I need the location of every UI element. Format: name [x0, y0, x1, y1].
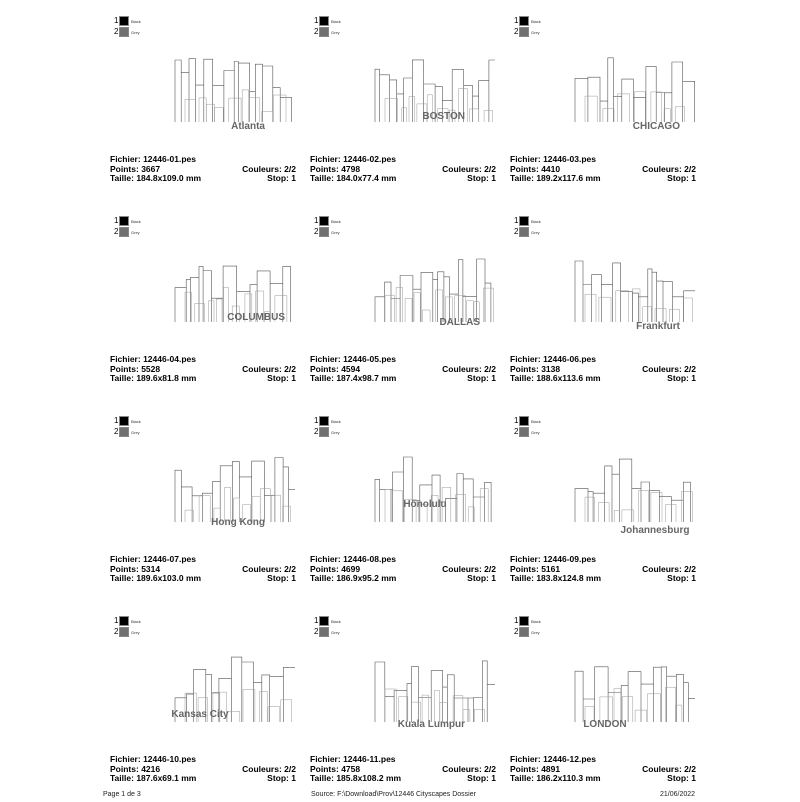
points-count: Points: 5314	[110, 563, 161, 574]
design-cell-1	[110, 12, 296, 202]
print-date: 21/06/2022	[660, 791, 696, 798]
city-label: Atlanta	[231, 121, 265, 132]
legend-number: 2	[114, 227, 119, 236]
legend-item-black	[114, 16, 141, 26]
legend-item-grey	[114, 227, 141, 237]
legend-item-grey	[514, 227, 541, 237]
skyline-preview	[170, 47, 295, 137]
skyline-drawing	[570, 447, 695, 537]
legend-number: 1	[314, 616, 319, 625]
color-swatch-black	[519, 216, 529, 226]
color-swatch-grey	[119, 227, 129, 237]
color-swatch-black	[119, 216, 129, 226]
legend-number: 1	[114, 16, 119, 25]
legend-item-black	[314, 216, 341, 226]
legend-number: 2	[314, 227, 319, 236]
source-path: Source: F:\Download\Prov\12446 Cityscapes Dossier	[311, 791, 476, 798]
design-size: Taille: 184.0x77.4 mm	[310, 173, 397, 183]
colors-count: Couleurs: 2/2	[642, 363, 696, 374]
color-swatch-black	[119, 416, 129, 426]
color-swatch-grey	[319, 227, 329, 237]
color-legend	[114, 616, 141, 638]
points-count: Points: 4594	[310, 363, 361, 374]
color-swatch-grey	[119, 627, 129, 637]
legend-item-grey	[114, 627, 141, 637]
color-swatch-grey	[119, 427, 129, 437]
color-swatch-grey	[319, 627, 329, 637]
stop-count: Stop: 1	[467, 373, 496, 383]
legend-number: 1	[314, 16, 319, 25]
points-count: Points: 4216	[110, 763, 161, 774]
design-size: Taille: 186.9x95.2 mm	[310, 573, 397, 583]
color-swatch-grey	[119, 27, 129, 37]
legend-color-name: Grey	[331, 629, 340, 635]
color-legend	[514, 616, 541, 638]
legend-number: 1	[114, 416, 119, 425]
colors-count: Couleurs: 2/2	[642, 763, 696, 774]
skyline-preview	[370, 447, 495, 537]
file-name: Fichier: 12446-03.pes	[510, 154, 597, 164]
skyline-drawing	[170, 47, 295, 137]
file-name: Fichier: 12446-12.pes	[510, 754, 597, 764]
skyline-drawing	[170, 647, 295, 737]
file-name: Fichier: 12446-09.pes	[510, 554, 597, 564]
points-count: Points: 3667	[110, 163, 161, 174]
city-label: Kuala Lumpur	[397, 719, 465, 730]
color-legend	[314, 416, 341, 438]
points-count: Points: 4798	[310, 163, 361, 174]
legend-color-name: Black	[531, 218, 541, 224]
legend-color-name: Grey	[531, 429, 540, 435]
colors-count: Couleurs: 2/2	[642, 563, 696, 574]
colors-count: Couleurs: 2/2	[442, 363, 496, 374]
legend-item-black	[314, 616, 341, 626]
city-label: BOSTON	[422, 111, 465, 122]
legend-number: 1	[114, 616, 119, 625]
city-label: LONDON	[583, 719, 627, 730]
skyline-preview	[570, 247, 695, 337]
legend-color-name: Black	[531, 418, 541, 424]
file-name: Fichier: 12446-07.pes	[110, 554, 197, 564]
stop-count: Stop: 1	[667, 173, 696, 183]
design-info	[510, 355, 696, 384]
legend-color-name: Grey	[131, 29, 140, 35]
city-label: DALLAS	[439, 317, 480, 328]
design-size: Taille: 185.8x108.2 mm	[310, 773, 402, 783]
legend-number: 1	[514, 616, 519, 625]
legend-item-black	[514, 216, 541, 226]
design-info	[310, 355, 496, 384]
legend-color-name: Grey	[131, 429, 140, 435]
legend-number: 2	[114, 627, 119, 636]
skyline-preview	[370, 47, 495, 137]
city-label: Johannesburg	[620, 525, 690, 536]
color-swatch-grey	[519, 427, 529, 437]
legend-item-grey	[514, 427, 541, 437]
skyline-preview	[170, 247, 295, 337]
color-legend	[114, 216, 141, 238]
skyline-preview	[370, 247, 495, 337]
legend-color-name: Grey	[131, 629, 140, 635]
design-info	[510, 155, 696, 184]
file-name: Fichier: 12446-06.pes	[510, 354, 597, 364]
color-swatch-black	[319, 416, 329, 426]
design-cell-5	[310, 212, 496, 402]
design-size: Taille: 187.6x69.1 mm	[110, 773, 197, 783]
color-legend	[114, 416, 141, 438]
page-number: Page 1 de 3	[103, 791, 141, 798]
legend-item-black	[514, 16, 541, 26]
stop-count: Stop: 1	[467, 573, 496, 583]
design-size: Taille: 183.8x124.8 mm	[510, 573, 602, 583]
legend-item-grey	[314, 227, 341, 237]
design-cell-12	[510, 612, 696, 802]
legend-color-name: Black	[131, 618, 141, 624]
color-swatch-grey	[319, 427, 329, 437]
legend-color-name: Grey	[131, 229, 140, 235]
design-cell-11	[310, 612, 496, 802]
design-info	[310, 155, 496, 184]
design-info	[310, 555, 496, 584]
skyline-drawing	[370, 447, 495, 537]
colors-count: Couleurs: 2/2	[242, 163, 296, 174]
skyline-drawing	[570, 47, 695, 137]
color-swatch-black	[519, 616, 529, 626]
legend-number: 2	[514, 427, 519, 436]
skyline-drawing	[370, 647, 495, 737]
color-legend	[314, 616, 341, 638]
color-legend	[514, 216, 541, 238]
skyline-drawing	[170, 447, 295, 537]
legend-number: 1	[314, 416, 319, 425]
design-info	[110, 155, 296, 184]
legend-color-name: Black	[131, 218, 141, 224]
legend-color-name: Black	[131, 418, 141, 424]
legend-item-grey	[314, 427, 341, 437]
color-swatch-black	[119, 16, 129, 26]
file-name: Fichier: 12446-04.pes	[110, 354, 197, 364]
legend-color-name: Black	[531, 618, 541, 624]
design-info	[510, 555, 696, 584]
design-cell-8	[310, 412, 496, 602]
stop-count: Stop: 1	[267, 373, 296, 383]
skyline-drawing	[370, 247, 495, 337]
legend-number: 2	[114, 427, 119, 436]
city-label: Frankfurt	[636, 321, 680, 332]
legend-number: 2	[314, 27, 319, 36]
legend-number: 2	[514, 27, 519, 36]
design-info	[110, 755, 296, 784]
design-cell-9	[510, 412, 696, 602]
color-swatch-grey	[519, 627, 529, 637]
design-info	[110, 555, 296, 584]
colors-count: Couleurs: 2/2	[242, 763, 296, 774]
design-cell-3	[510, 12, 696, 202]
legend-color-name: Grey	[331, 429, 340, 435]
color-swatch-grey	[519, 27, 529, 37]
file-name: Fichier: 12446-05.pes	[310, 354, 397, 364]
legend-color-name: Black	[331, 618, 341, 624]
legend-color-name: Black	[331, 218, 341, 224]
skyline-drawing	[170, 247, 295, 337]
legend-number: 2	[314, 627, 319, 636]
city-label: COLUMBUS	[227, 312, 285, 323]
legend-color-name: Grey	[531, 229, 540, 235]
file-name: Fichier: 12446-08.pes	[310, 554, 397, 564]
points-count: Points: 4410	[510, 163, 561, 174]
design-size: Taille: 186.2x110.3 mm	[510, 773, 601, 783]
skyline-preview	[570, 647, 695, 737]
colors-count: Couleurs: 2/2	[442, 163, 496, 174]
color-swatch-black	[519, 16, 529, 26]
legend-item-black	[114, 416, 141, 426]
skyline-drawing	[570, 247, 695, 337]
stop-count: Stop: 1	[267, 173, 296, 183]
legend-item-grey	[114, 427, 141, 437]
stop-count: Stop: 1	[667, 773, 696, 783]
design-cell-10	[110, 612, 296, 802]
design-size: Taille: 189.2x117.6 mm	[510, 173, 601, 183]
points-count: Points: 5161	[510, 563, 561, 574]
skyline-drawing	[570, 647, 695, 737]
legend-color-name: Black	[531, 18, 541, 24]
legend-color-name: Black	[331, 418, 341, 424]
points-count: Points: 3138	[510, 363, 561, 374]
legend-number: 2	[314, 427, 319, 436]
design-cell-4	[110, 212, 296, 402]
legend-item-grey	[514, 27, 541, 37]
legend-item-black	[314, 416, 341, 426]
design-size: Taille: 188.6x113.6 mm	[510, 373, 601, 383]
design-info	[510, 755, 696, 784]
color-legend	[514, 16, 541, 38]
legend-number: 1	[514, 16, 519, 25]
design-size: Taille: 184.8x109.0 mm	[110, 173, 202, 183]
legend-number: 1	[514, 416, 519, 425]
legend-color-name: Grey	[331, 29, 340, 35]
design-info	[310, 755, 496, 784]
legend-number: 2	[114, 27, 119, 36]
color-legend	[114, 16, 141, 38]
stop-count: Stop: 1	[467, 773, 496, 783]
legend-number: 1	[314, 216, 319, 225]
city-label: Honolulu	[403, 499, 447, 510]
design-info	[110, 355, 296, 384]
skyline-drawing	[370, 47, 495, 137]
design-cell-7	[110, 412, 296, 602]
stop-count: Stop: 1	[467, 173, 496, 183]
legend-color-name: Grey	[331, 229, 340, 235]
skyline-preview	[170, 647, 295, 737]
color-swatch-grey	[319, 27, 329, 37]
stop-count: Stop: 1	[667, 573, 696, 583]
legend-item-black	[114, 216, 141, 226]
legend-item-black	[514, 416, 541, 426]
legend-color-name: Black	[331, 18, 341, 24]
design-size: Taille: 189.6x103.0 mm	[110, 573, 202, 583]
file-name: Fichier: 12446-01.pes	[110, 154, 197, 164]
legend-color-name: Grey	[531, 629, 540, 635]
design-size: Taille: 187.4x98.7 mm	[310, 373, 397, 383]
points-count: Points: 4758	[310, 763, 361, 774]
points-count: Points: 4891	[510, 763, 561, 774]
skyline-preview	[170, 447, 295, 537]
colors-count: Couleurs: 2/2	[442, 763, 496, 774]
legend-number: 1	[114, 216, 119, 225]
city-label: Kansas City	[171, 709, 229, 720]
legend-number: 2	[514, 227, 519, 236]
legend-item-black	[114, 616, 141, 626]
city-label: CHICAGO	[632, 121, 680, 132]
skyline-preview	[370, 647, 495, 737]
skyline-preview	[570, 47, 695, 137]
legend-color-name: Grey	[531, 29, 540, 35]
stop-count: Stop: 1	[267, 773, 296, 783]
colors-count: Couleurs: 2/2	[642, 163, 696, 174]
colors-count: Couleurs: 2/2	[242, 563, 296, 574]
legend-item-grey	[314, 27, 341, 37]
color-swatch-black	[319, 16, 329, 26]
file-name: Fichier: 12446-02.pes	[310, 154, 397, 164]
color-swatch-black	[319, 216, 329, 226]
points-count: Points: 5528	[110, 363, 161, 374]
color-legend	[514, 416, 541, 438]
skyline-preview	[570, 447, 695, 537]
legend-item-black	[314, 16, 341, 26]
colors-count: Couleurs: 2/2	[242, 363, 296, 374]
file-name: Fichier: 12446-10.pes	[110, 754, 197, 764]
color-swatch-grey	[519, 227, 529, 237]
legend-number: 2	[514, 627, 519, 636]
legend-item-grey	[114, 27, 141, 37]
colors-count: Couleurs: 2/2	[442, 563, 496, 574]
stop-count: Stop: 1	[267, 573, 296, 583]
points-count: Points: 4699	[310, 563, 361, 574]
legend-color-name: Black	[131, 18, 141, 24]
color-swatch-black	[519, 416, 529, 426]
color-legend	[314, 216, 341, 238]
color-swatch-black	[319, 616, 329, 626]
design-cell-2	[310, 12, 496, 202]
city-label: Hong Kong	[211, 517, 265, 528]
legend-number: 1	[514, 216, 519, 225]
color-swatch-black	[119, 616, 129, 626]
color-legend	[314, 16, 341, 38]
file-name: Fichier: 12446-11.pes	[310, 754, 396, 764]
legend-item-grey	[314, 627, 341, 637]
legend-item-grey	[514, 627, 541, 637]
stop-count: Stop: 1	[667, 373, 696, 383]
legend-item-black	[514, 616, 541, 626]
design-cell-6	[510, 212, 696, 402]
design-size: Taille: 189.6x81.8 mm	[110, 373, 197, 383]
